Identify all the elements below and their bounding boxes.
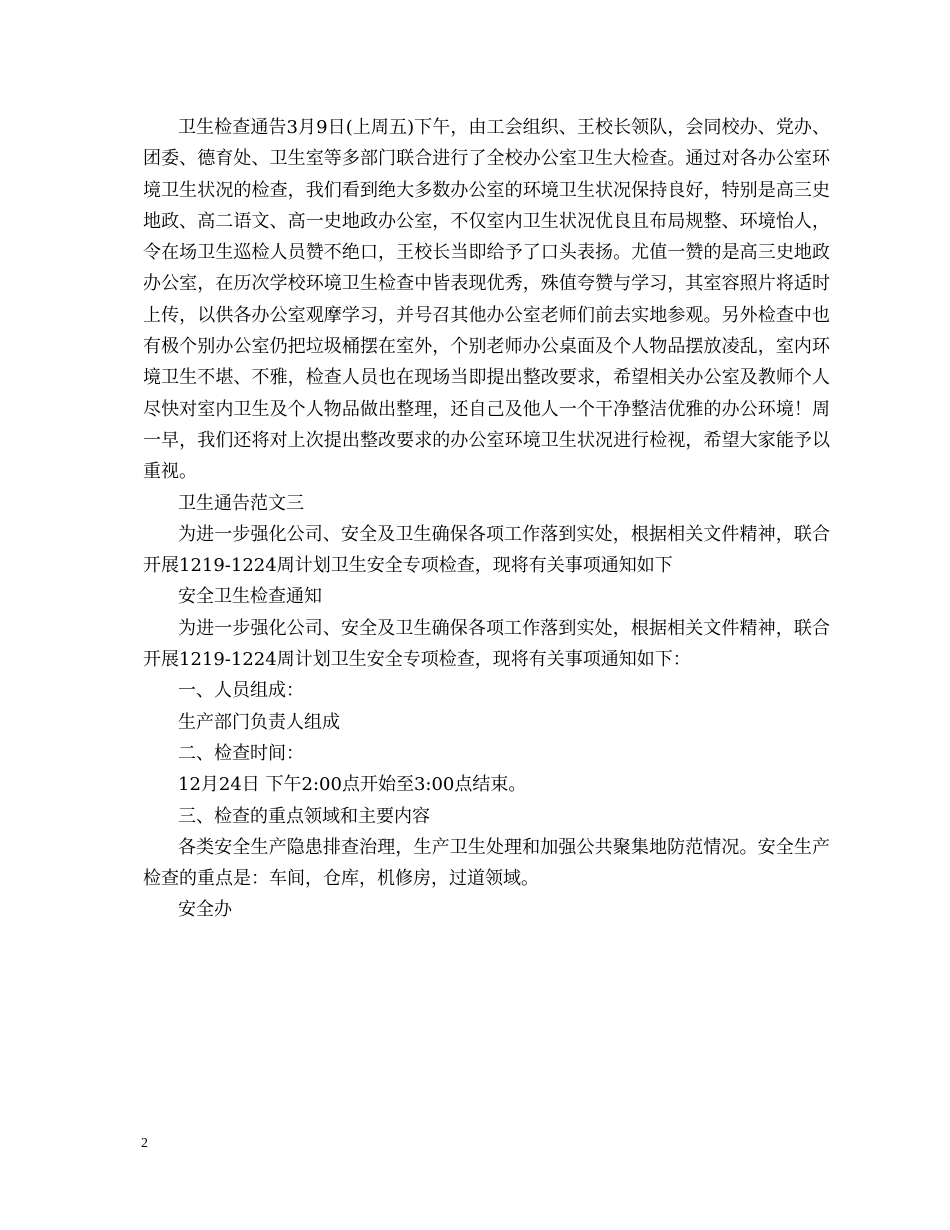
document-body: [143, 112, 830, 926]
paragraph-time-detail: 12月24日 下午2:00点开始至3:00点结束。: [178, 774, 527, 796]
paragraph-notice-intro: 为进一步强化公司、安全及卫生确保各项工作落到实处，根据相关文件精神，联合开展1219-1224周计划卫生安全专项检查，现将有关事项通知如下：: [143, 617, 830, 671]
paragraph-focus-detail: 各类安全生产隐患排查治理，生产卫生处理和加强公共聚集地防范情况。安全生产检查的重点是：车间，仓库，机修房，过道领域。: [143, 836, 830, 890]
paragraph-intro: 为进一步强化公司、安全及卫生确保各项工作落到实处，根据相关文件精神，联合开展1219-1224周计划卫生安全专项检查，现将有关事项通知如下: [143, 523, 830, 577]
paragraph-notice-title: 安全卫生检查通知: [178, 586, 322, 608]
paragraph-personnel-detail: 生产部门负责人组成: [178, 711, 340, 733]
paragraph-signature: 安全办: [178, 899, 232, 921]
paragraph-sample-three-title: 卫生通告范文三: [178, 492, 304, 514]
paragraph-section-personnel: 一、人员组成：: [178, 680, 304, 702]
page-number: 2: [141, 1136, 148, 1151]
paragraph-inspection-notice: 卫生检查通告3月9日(上周五)下午，由工会组织、王校长领队，会同校办、党办、团委、德育处、卫生室等多部门联合进行了全校办公室卫生大检查。通过对各办公室环境卫生状况的检查，我们看到绝大多数办公室的环境卫生状况保持良好，特别是高三史地政、高二语文、高一史地政办公室，不仅室内卫生状况优良且布局规整、环境怡人，令在场卫生巡检人员赞不绝口，王校长当即给予了口头表扬。尤值一赞的是高三史地政办公室，在历次学校环境卫生检查中皆表现优秀，殊值夸赞与学习，其室容照片将适时上传，以供各办公室观摩学习，并号召其他办公室老师们前去实地参观。另外检查中也有极个别办公室仍把垃圾桶摆在室外，个别老师办公桌面及个人物品摆放凌乱，室内环境卫生不堪、不雅，检查人员也在现场当即提出整改要求，希望相关办公室及教师个人尽快对室内卫生及个人物品做出整理，还自己及他人一个干净整洁优雅的办公环境！周一早，我们还将对上次提出整改要求的办公室环境卫生状况进行检视，希望大家能予以重视。: [143, 117, 830, 483]
paragraph-section-focus: 三、检查的重点领域和主要内容: [178, 805, 430, 827]
paragraph-section-time: 二、检查时间：: [178, 742, 304, 764]
